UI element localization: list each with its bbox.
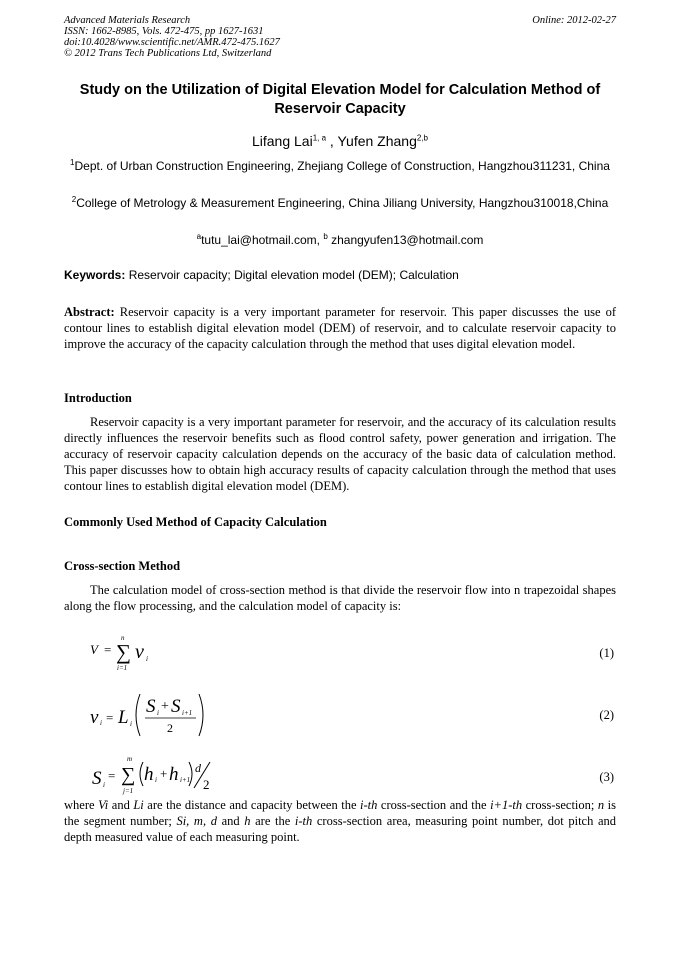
copyright-line: © 2012 Trans Tech Publications Ltd, Switzerland: [64, 48, 272, 59]
author-separator: ,: [326, 133, 338, 149]
where-text: is the segment number;: [64, 798, 616, 828]
email-link[interactable]: tutu_lai@hotmail.com,: [201, 233, 320, 247]
author-superscript: 2,b: [416, 133, 428, 143]
author-name: Yufen Zhang: [337, 133, 417, 149]
where-text: and: [216, 814, 245, 828]
doi-line: doi:10.4028/www.scientific.net/AMR.472-475.1627: [64, 37, 280, 48]
eq3-h1-sub: i: [155, 776, 157, 784]
subsection-heading-cross-section: Cross-section Method: [64, 559, 181, 573]
where-text: are the distance and capacity between the: [143, 798, 361, 812]
eq1-lhs: V: [90, 642, 98, 657]
equation-2-number: (2): [599, 708, 614, 722]
section-heading-introduction: Introduction: [64, 391, 132, 405]
keywords-text: Reservoir capacity; Digital elevation model (DEM); Calculation: [128, 268, 459, 282]
eq3-sum-upper: m: [127, 755, 133, 763]
where-text: and: [108, 798, 134, 812]
online-date: Online: 2012-02-27: [532, 15, 616, 26]
eq2-right-paren: [199, 694, 203, 736]
eq1-sum-lower: i=1: [117, 664, 128, 672]
eq3-h2-sub: i+1: [180, 776, 191, 784]
eq2-factor-sub: i: [130, 720, 132, 728]
paper-title: Study on the Utilization of Digital Elevation Model for Calculation Method of Reservoir Capacity: [79, 82, 601, 117]
abstract-label: Abstract:: [64, 305, 115, 319]
equation-1: [88, 632, 208, 676]
eq2-s2: S: [171, 696, 181, 717]
eq1-equals: =: [104, 642, 112, 657]
affiliation-marker: 1: [70, 158, 75, 167]
equation-2: [88, 688, 228, 740]
where-text: cross-section;: [522, 798, 598, 812]
sigma-symbol: ∑: [121, 764, 136, 786]
eq2-denominator: 2: [167, 721, 173, 735]
email-line: [64, 232, 616, 249]
eq2-left-paren: [136, 694, 140, 736]
where-text: are the: [250, 814, 295, 828]
affiliation-text: Dept. of Urban Construction Engineering, Zhejiang College of Construction, Hangzhou311231, China: [74, 159, 610, 173]
eq2-s2-sub: i+1: [182, 709, 193, 717]
section-heading-common-method: Commonly Used Method of Capacity Calculation: [64, 515, 327, 529]
abstract-text: Reservoir capacity is a very important parameter for reservoir. This paper discusses the use of contour lines to establish digital elevation model (DEM) of reservoir, and to calculate reservoir capacity to improve the accuracy of the capacity calculation through the method that uses digital elevation model.: [64, 305, 616, 351]
affiliation-marker: 2: [71, 195, 77, 204]
where-var: n: [597, 798, 605, 812]
eq2-factor: L: [118, 707, 129, 728]
eq3-denominator: 2: [203, 777, 210, 792]
eq3-sum-lower: j=1: [123, 787, 134, 795]
eq2-lhs: v: [90, 707, 99, 728]
eq2-plus: +: [161, 699, 169, 714]
keywords-label: Keywords:: [64, 268, 126, 282]
where-var: h: [244, 814, 251, 828]
eq1-sum-upper: n: [121, 634, 125, 642]
where-text: cross-section area, measuring point number, dot pitch and depth measured value of each measuring point.: [64, 814, 617, 844]
where-var: Vi: [98, 798, 109, 812]
journal-header: [64, 15, 616, 59]
eq2-s1-sub: i: [157, 709, 159, 717]
where-text: cross-section and the: [377, 798, 491, 812]
email-marker: b: [323, 232, 328, 241]
affiliation-text: College of Metrology & Measurement Engineering, China Jiliang University, Hangzhou310018,China: [76, 196, 609, 210]
email-marker: a: [196, 232, 202, 241]
equation-3-number: (3): [599, 770, 614, 784]
eq2-s1: S: [146, 696, 156, 717]
where-var: i-th: [360, 798, 378, 812]
eq3-h1: h: [144, 764, 154, 785]
sigma-symbol: ∑: [116, 640, 131, 664]
author-line: [64, 133, 616, 149]
issn-line: ISSN: 1662-8985, Vols. 472-475, pp 1627-1631: [64, 26, 264, 37]
equation-3: [88, 752, 228, 798]
cross-section-paragraph: The calculation model of cross-section method is that divide the reservoir flow into n trapezoidal shapes along the flow processing, and the calculation model of capacity is:: [64, 583, 616, 613]
eq3-equals: =: [108, 768, 116, 783]
eq1-term-sub: i: [146, 655, 148, 663]
author-superscript: 1, a: [312, 133, 327, 143]
keywords-line: [64, 268, 616, 282]
where-var: i+1-th: [490, 798, 523, 812]
journal-name: Advanced Materials Research: [64, 15, 191, 26]
where-var: Si, m, d: [176, 814, 217, 828]
variable-definition-paragraph: [64, 797, 616, 845]
abstract-block: [64, 304, 616, 352]
author-name: Lifang Lai: [251, 133, 313, 149]
eq3-lhs: S: [92, 768, 102, 789]
where-var: i-th: [294, 814, 313, 828]
introduction-paragraph: Reservoir capacity is a very important parameter for reservoir, and the accuracy of its calculation results directly influences the reservoir benefits such as flood control safety, power generation and irrigation. The accuracy of reservoir capacity calculation depends on the accuracy of the basic data of calculation method. This paper discusses how to obtain high accuracy results of capacity calculation through the method that uses contour lines to establish digital elevation model (DEM).: [64, 415, 616, 493]
email-link[interactable]: zhangyufen13@hotmail.com: [331, 233, 484, 247]
eq1-term: v: [135, 641, 144, 663]
affiliation-1: [64, 158, 616, 175]
where-text: where: [64, 798, 99, 812]
eq3-left-paren: [140, 762, 143, 786]
where-var: Li: [133, 798, 144, 812]
eq3-d: d: [195, 761, 201, 775]
eq2-lhs-sub: i: [100, 719, 102, 727]
eq2-equals: =: [106, 710, 114, 725]
equation-1-number: (1): [599, 646, 614, 660]
affiliation-2: [64, 195, 616, 212]
eq3-lhs-sub: i: [103, 781, 105, 789]
eq3-plus: +: [160, 766, 168, 781]
eq3-h2: h: [169, 764, 179, 785]
